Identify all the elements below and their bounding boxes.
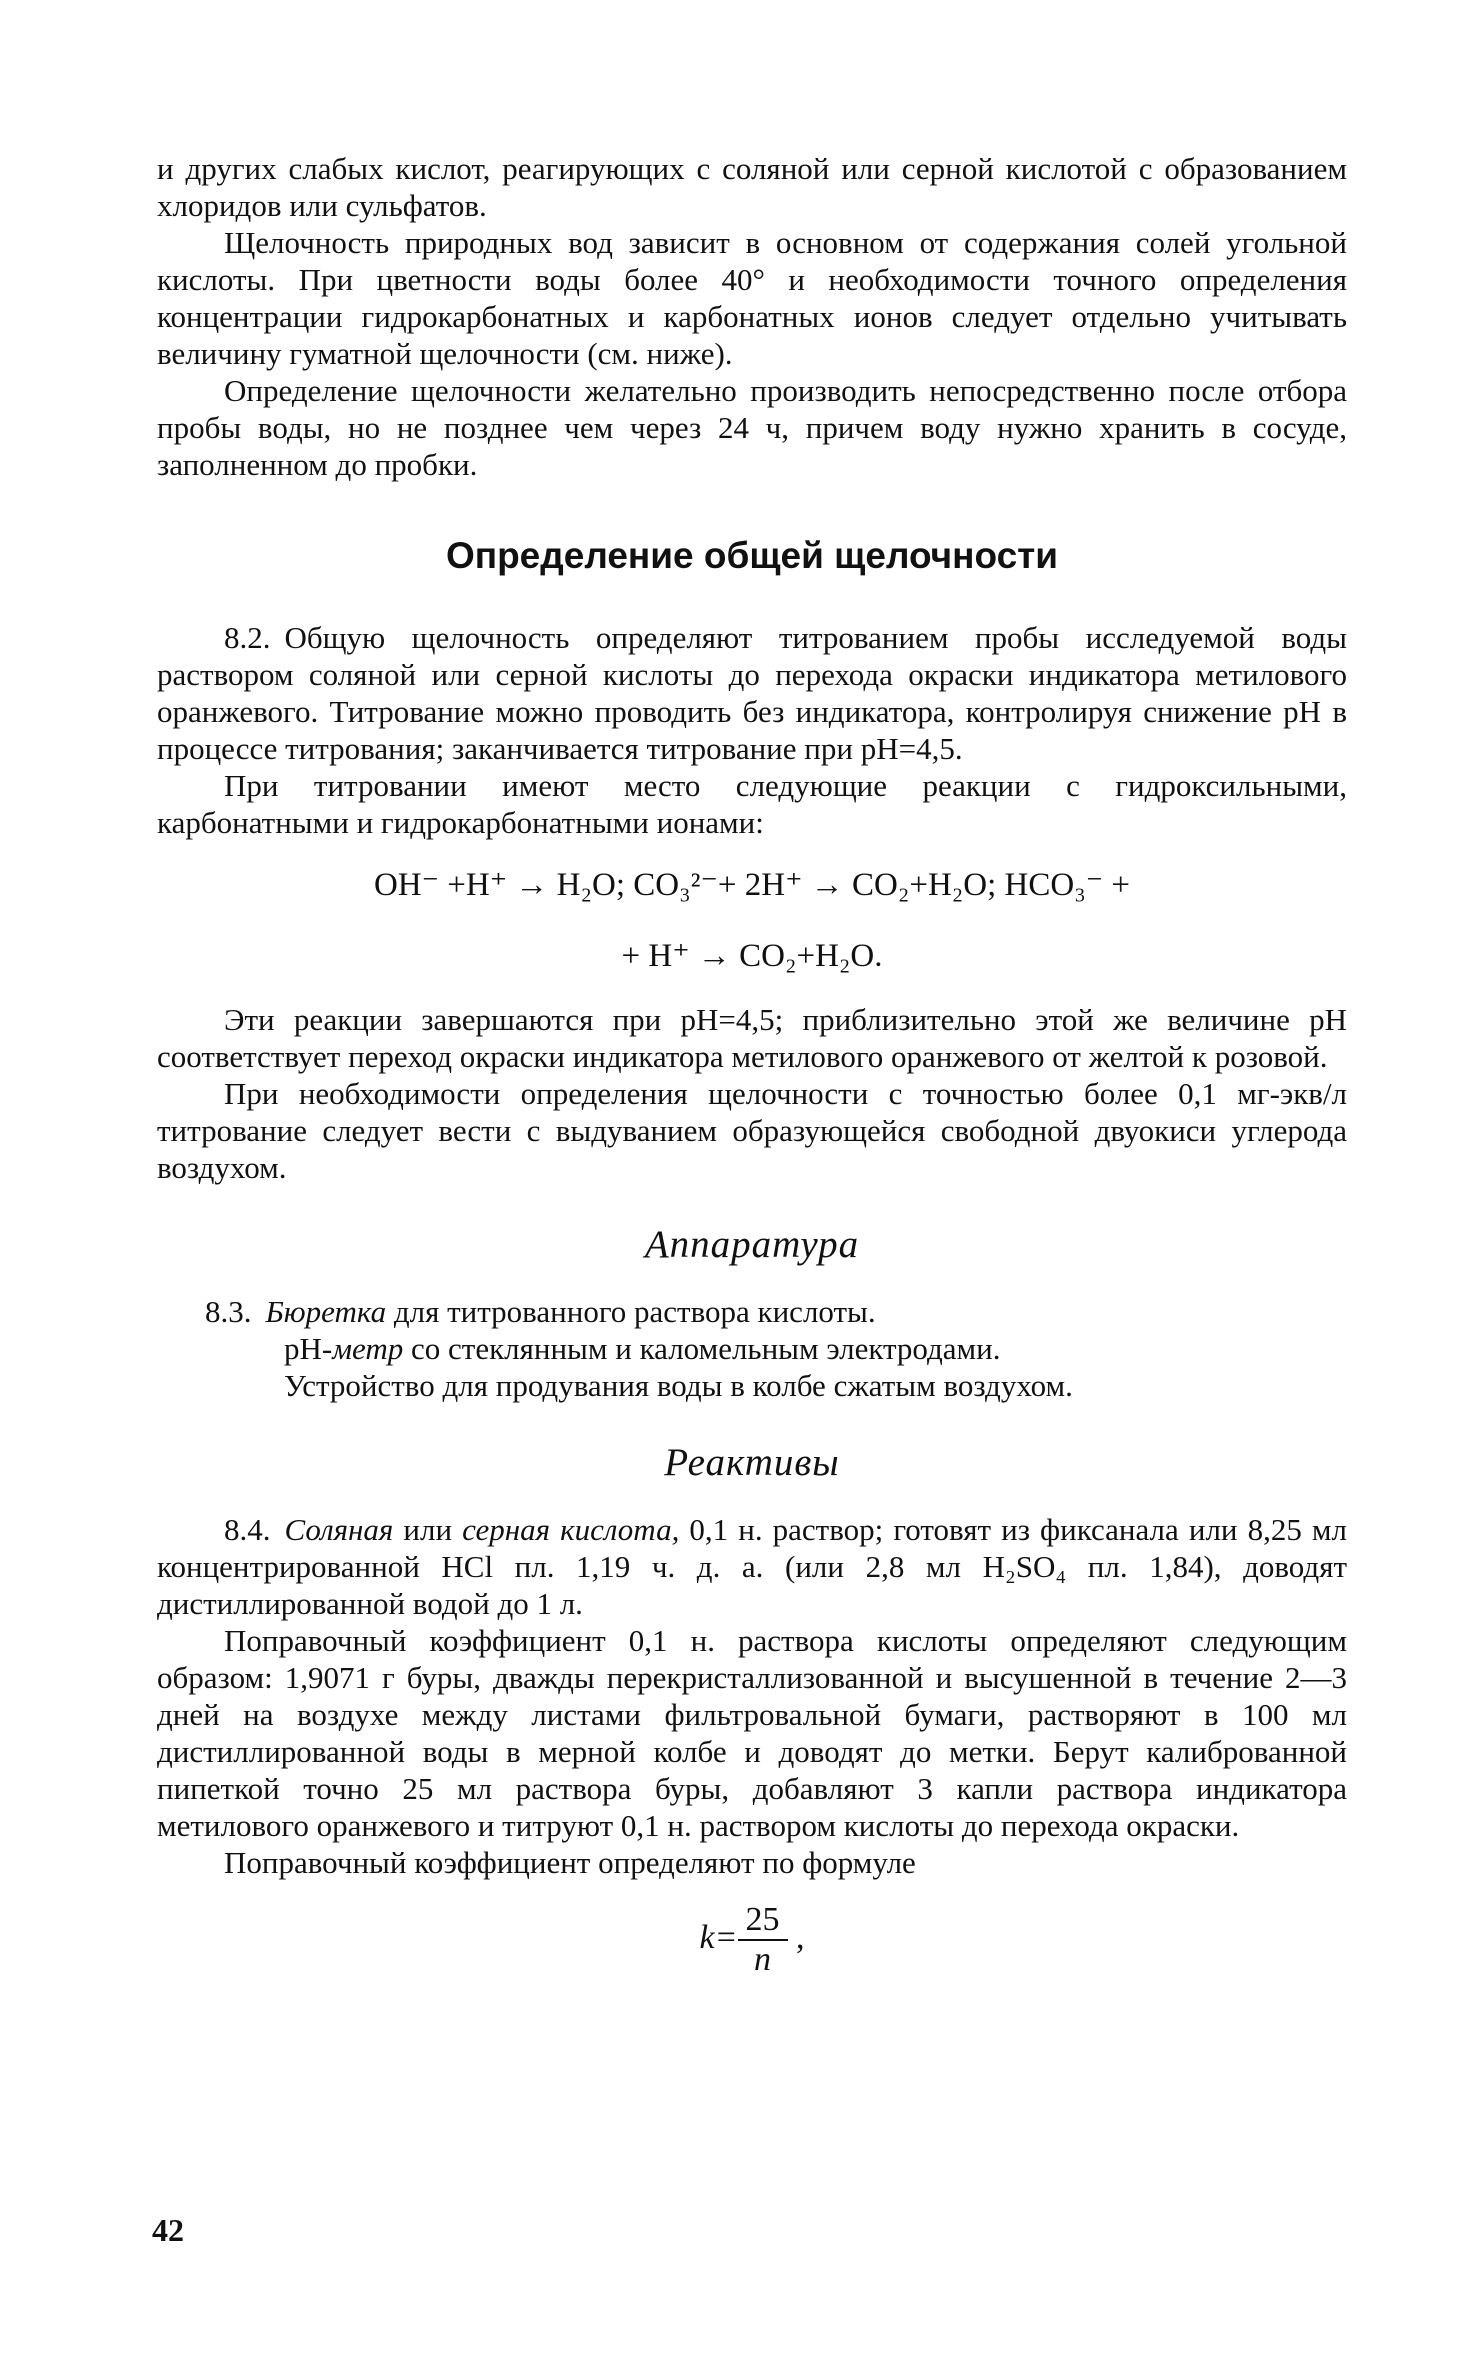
subheading-reagents: Реактивы <box>664 1441 840 1484</box>
reagent-hydrochloric: Соляная <box>284 1512 394 1547</box>
formula-denominator: n <box>754 1941 772 1978</box>
page-number: 42 <box>152 2212 184 2248</box>
ph-prefix: pH- <box>284 1331 333 1366</box>
burette-description: для титрованного раствора кислоты. <box>386 1294 876 1329</box>
reaction-equation-line-2: + H⁺ → CO₂+H₂O. <box>621 938 883 974</box>
conjunction-text: или <box>393 1512 463 1547</box>
section-number: 8.3. <box>205 1294 252 1329</box>
reagent-sulfuric: серная кислота, <box>462 1512 680 1547</box>
reaction-equation-line-1: OH⁻ +H⁺ → H₂O; CO₃²⁻+ 2H⁺ → CO₂+H₂O; HCO₃⁻ + <box>373 867 1131 903</box>
paragraph-intro-3: Определение щелочности желательно производить непосредственно после отбора пробы воды, но не позднее чем через 24 ч, причем воду нужно хранить в сосуде, заполненном до пробки. <box>157 373 1347 482</box>
correction-factor-paragraph: Поправочный коэффициент 0,1 н. раствора кислоты определяют следующим образом: 1,9071 г буры, дважды перекристаллизованной и высушенной в течение 2—3 дней на воздухе между листами фильтровальной бумаги, растворяют в 100 мл дистиллированной воды в мерной колбе и доводят до метки. Берут калиброванной пипеткой точно 25 мл раствора буры, добавляют 3 капли раствора индикатора метилового оранжевого и титруют 0,1 н. раствором кислоты до перехода окраски. <box>157 1623 1347 1843</box>
paragraph-intro-2: Щелочность природных вод зависит в основном от содержания солей угольной кислоты. При цветности воды более 40° и необходимости точного определения концентрации гидрокарбонатных и карбонатных ионов следует отдельно учитывать величину гуматной щелочности (см. ниже). <box>157 225 1347 371</box>
meter-term: метр <box>332 1331 404 1366</box>
page-content <box>157 150 1347 2011</box>
formula-comma: , <box>787 1918 805 1956</box>
reactions-intro: При титровании имеют место следующие реакции с гидроксильными, карбонатными и гидрокарбонатными ионами: <box>157 768 1347 840</box>
subheading-apparatus: Аппаратура <box>644 1223 860 1266</box>
apparatus-item-ph-meter <box>157 1330 1347 1367</box>
ph-meter-description: со стеклянным и каломельным электродами. <box>403 1331 1001 1366</box>
reagent-preparation-text: 0,1 н. раствор; готовят из фиксанала или 8,25 мл концентрированной HCl пл. 1,19 ч. д. а. (или 2,8 мл H₂SO₄ пл. 1,84), доводят дистиллированной водой до 1 л. <box>157 1512 1348 1621</box>
accuracy-paragraph: При необходимости определения щелочности с точностью более 0,1 мг-экв/л титрование следует вести с выдуванием образующейся свободной двуокиси углерода воздухом. <box>157 1076 1347 1185</box>
formula-fraction <box>738 1901 788 1979</box>
apparatus-item-burette <box>157 1293 1347 1330</box>
section-heading-total-alkalinity: Определение общей щелочности <box>445 535 1059 576</box>
section-8-2-paragraph <box>157 619 1347 767</box>
section-8-2-text: Общую щелочность определяют титрованием пробы исследуемой воды раствором соляной или серной кислоты до перехода окраски индикатора метилового оранжевого. Титрование можно проводить без индикатора, контролируя снижение pH в процессе титрования; заканчивается титрование при pH=4,5. <box>157 620 1347 766</box>
formula-lhs: k= <box>699 1918 738 1956</box>
burette-term: Бюретка <box>265 1294 387 1329</box>
section-8-4-paragraph <box>157 1511 1347 1622</box>
formula-intro: Поправочный коэффициент определяют по формуле <box>224 1845 916 1880</box>
apparatus-item-blower: Устройство для продувания воды в колбе сжатым воздухом. <box>284 1368 1073 1403</box>
paragraph-intro-1: и других слабых кислот, реагирующих с соляной или серной кислотой с образованием хлоридов или сульфатов. <box>157 151 1347 223</box>
reactions-ph-paragraph: Эти реакции завершаются при pH=4,5; приблизительно этой же величине pH соответствует переход окраски индикатора метилового оранжевого от желтой к розовой. <box>157 1002 1347 1074</box>
section-number: 8.2. <box>224 620 271 655</box>
correction-formula <box>157 1901 1347 2011</box>
formula-numerator: 25 <box>738 1901 788 1941</box>
section-number: 8.4. <box>224 1512 271 1547</box>
